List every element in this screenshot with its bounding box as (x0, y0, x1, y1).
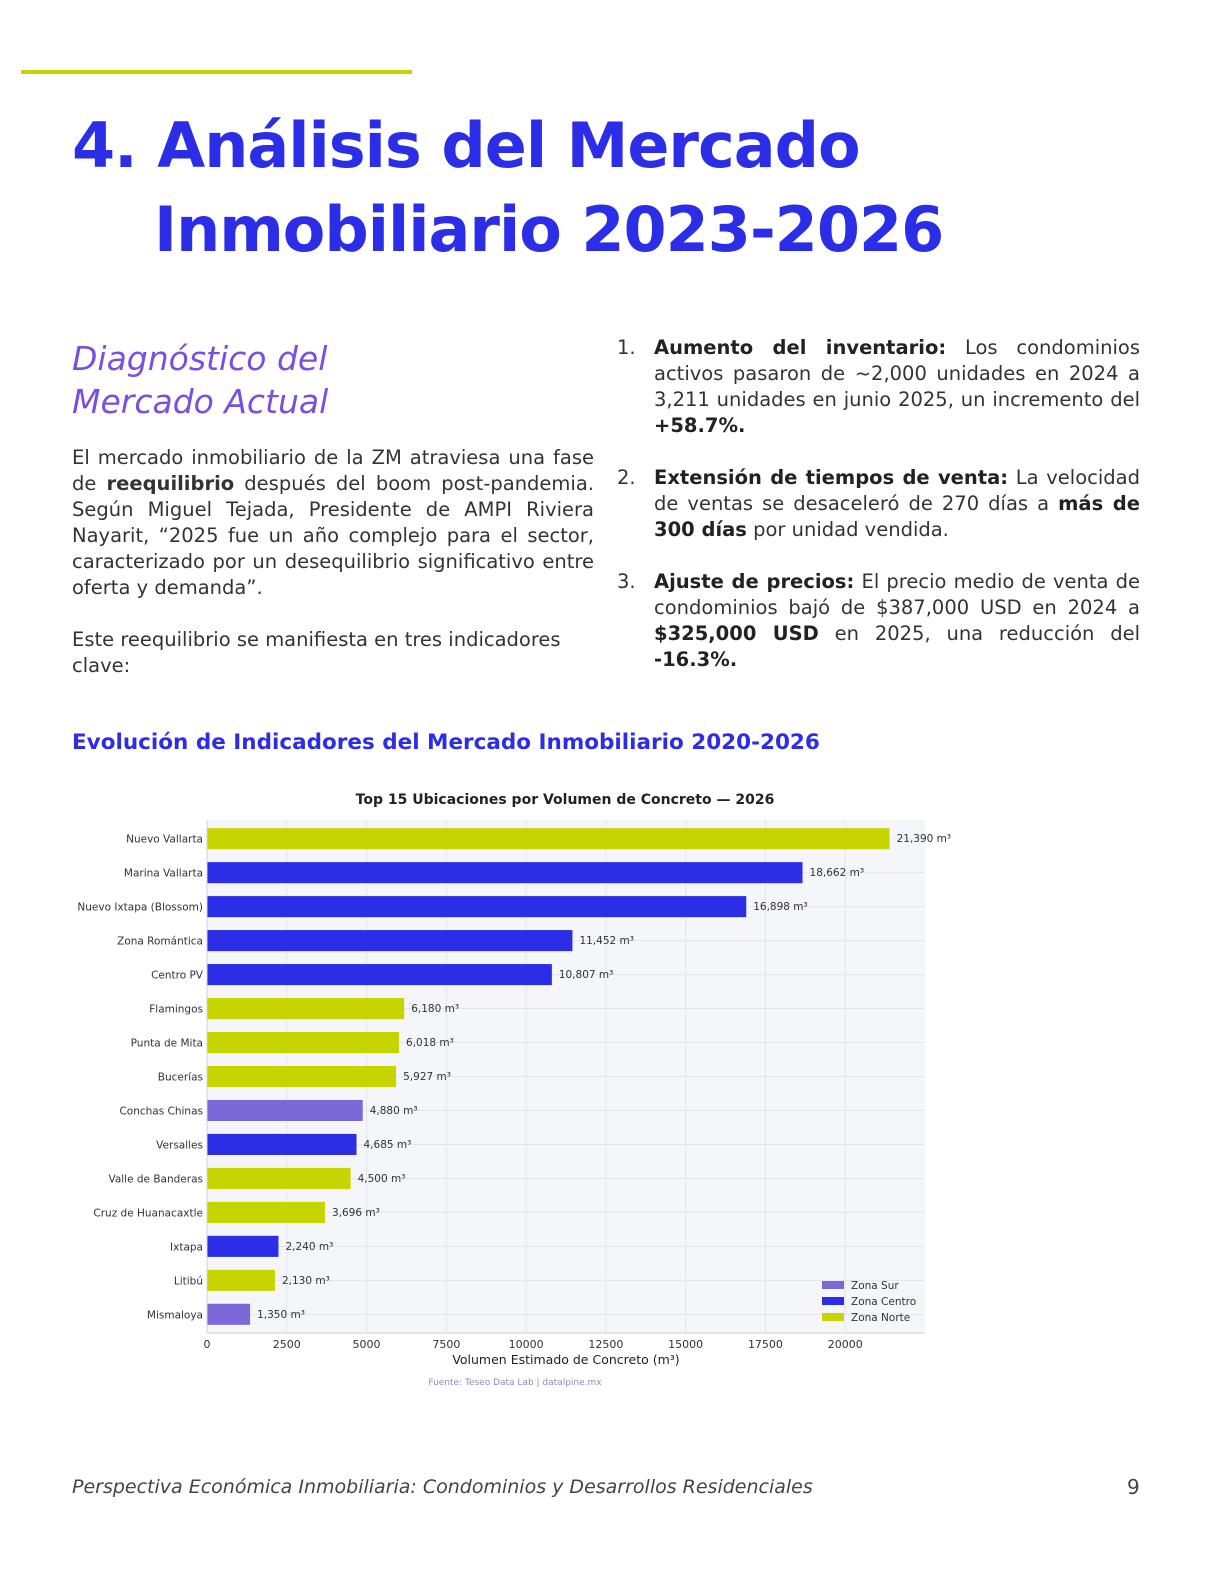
list-item-text: La velocidad de ventas se desaceleró de 270 días a (654, 466, 1140, 515)
data-label: 6,018 m³ (406, 1037, 454, 1050)
x-tick-label: 2500 (272, 1338, 301, 1351)
x-tick-label: 5000 (352, 1338, 381, 1351)
chart-svg (70, 778, 970, 1398)
list-item (617, 569, 1140, 673)
bar-14 (207, 1304, 250, 1325)
indicators-intro-paragraph: Este reequilibrio se manifiesta en tres indicadores clave: (72, 628, 561, 677)
key-indicators-list (617, 335, 1140, 673)
concrete-volume-chart (70, 778, 970, 1398)
bar-0 (207, 828, 890, 849)
list-item-text-end: por unidad vendida. (746, 518, 949, 541)
y-tick-label: Zona Romántica (117, 935, 203, 948)
legend-swatch (822, 1297, 844, 1305)
list-item-highlight: -16.3%. (654, 648, 738, 671)
page-title-line1: 4. Análisis del Mercado (72, 109, 860, 182)
y-tick-label: Mismaloya (146, 1309, 203, 1322)
data-label: 4,500 m³ (357, 1172, 406, 1185)
y-tick-label: Flamingos (149, 1003, 203, 1016)
intro-bold-keyword: reequilibrio (106, 472, 235, 495)
data-label: 4,880 m³ (369, 1104, 418, 1117)
bar-12 (207, 1236, 278, 1257)
y-tick-label: Cruz de Huanacaxtle (93, 1207, 203, 1220)
header-accent-line (21, 70, 412, 74)
y-tick-label: Versalles (156, 1139, 203, 1152)
list-item (617, 465, 1140, 543)
section-subheading (72, 337, 592, 423)
data-label: 1,350 m³ (257, 1308, 305, 1321)
data-label: 18,662 m³ (809, 867, 865, 880)
x-tick-label: 20000 (827, 1338, 863, 1351)
list-item-highlight: +58.7%. (654, 414, 746, 437)
legend-swatch (822, 1281, 844, 1289)
y-tick-label: Conchas Chinas (119, 1105, 203, 1118)
x-axis-label: Volumen Estimado de Concreto (m³) (452, 1352, 680, 1367)
subheading-line2: Mercado Actual (72, 382, 329, 421)
data-label: 6,180 m³ (411, 1003, 460, 1016)
bar-2 (207, 896, 746, 917)
y-tick-label: Bucerías (157, 1071, 203, 1084)
list-item-text: El precio medio de venta de condominios bajó de $387,000 USD en 2024 a (654, 570, 1140, 619)
list-item-label: Ajuste de precios: (654, 570, 855, 593)
bar-4 (207, 964, 552, 985)
list-item-label: Extensión de tiempos de venta: (654, 466, 1009, 489)
bar-3 (207, 930, 572, 951)
list-number: 1. (617, 336, 636, 359)
y-tick-label: Litibú (173, 1275, 203, 1288)
chart-section-title: Evolución de Indicadores del Mercado Inmobiliario 2020-2026 (72, 730, 820, 755)
y-tick-label: Valle de Banderas (108, 1173, 203, 1186)
x-tick-label: 7500 (432, 1338, 461, 1351)
page-number: 9 (1127, 1475, 1140, 1499)
bar-7 (207, 1066, 396, 1087)
list-item-text: Los condominios activos pasaron de ~2,000 unidades en 2024 a 3,211 unidades en junio 2025, un incremento del (654, 336, 1140, 411)
list-item-highlight: $325,000 USD (654, 622, 819, 645)
data-label: 11,452 m³ (579, 935, 634, 948)
y-tick-label: Nuevo Vallarta (126, 833, 203, 846)
list-item (617, 335, 1140, 439)
data-label: 3,696 m³ (331, 1206, 380, 1219)
data-label: 4,685 m³ (363, 1138, 412, 1151)
intro-text-end: después del boom post-pandemia. Según Miguel Tejada, Presidente de AMPI Riviera Nayarit, “2025 fue un año complejo para el sector, caracterizado por un desequilibrio significativo entre oferta y demanda”. (72, 472, 594, 599)
bar-5 (207, 998, 404, 1019)
bar-13 (207, 1270, 275, 1291)
page-title (72, 104, 943, 272)
x-tick-label: 17500 (747, 1338, 783, 1351)
bar-8 (207, 1100, 363, 1121)
list-item-text-mid: en 2025, una reducción del (818, 622, 1140, 645)
data-label: 10,807 m³ (558, 969, 614, 982)
list-item-label: Aumento del inventario: (654, 336, 947, 359)
list-item-highlight: más de 300 días (654, 492, 1140, 541)
legend-label: Zona Sur (851, 1280, 899, 1292)
x-tick-label: 0 (203, 1338, 211, 1351)
y-tick-label: Ixtapa (170, 1241, 203, 1254)
y-tick-label: Nuevo Ixtapa (Blossom) (77, 901, 203, 914)
list-number: 2. (617, 466, 636, 489)
chart-title: Top 15 Ubicaciones por Volumen de Concreto — 2026 (355, 792, 775, 808)
x-tick-label: 12500 (588, 1338, 624, 1351)
legend-label: Zona Centro (851, 1296, 917, 1308)
x-tick-label: 10000 (508, 1338, 544, 1351)
x-tick-label: 15000 (668, 1338, 704, 1351)
intro-paragraph (72, 445, 594, 601)
bar-9 (207, 1134, 357, 1155)
bar-1 (207, 862, 803, 883)
footer-publication-title: Perspectiva Económica Inmobiliaria: Condominios y Desarrollos Residenciales (72, 1476, 813, 1498)
bar-6 (207, 1032, 399, 1053)
data-label: 16,898 m³ (753, 901, 808, 914)
subheading-line1: Diagnóstico del (72, 339, 328, 378)
bar-11 (207, 1202, 325, 1223)
legend-swatch (822, 1313, 844, 1321)
intro-text-start: El mercado inmobiliario de la ZM atraviesa una fase de (72, 446, 594, 495)
list-number: 3. (617, 570, 636, 593)
bar-10 (207, 1168, 351, 1189)
data-label: 2,240 m³ (285, 1240, 334, 1253)
legend-label: Zona Norte (851, 1312, 911, 1324)
data-label: 2,130 m³ (281, 1274, 330, 1287)
y-tick-label: Marina Vallarta (123, 867, 203, 880)
data-label: 21,390 m³ (896, 833, 952, 846)
page-title-line2: Inmobiliario 2023-2026 (154, 193, 944, 266)
y-tick-label: Centro PV (151, 969, 203, 982)
chart-source-note: Fuente: Teseo Data Lab | datalpine.mx (428, 1378, 602, 1388)
data-label: 5,927 m³ (403, 1071, 451, 1083)
y-tick-label: Punta de Mita (130, 1037, 203, 1050)
